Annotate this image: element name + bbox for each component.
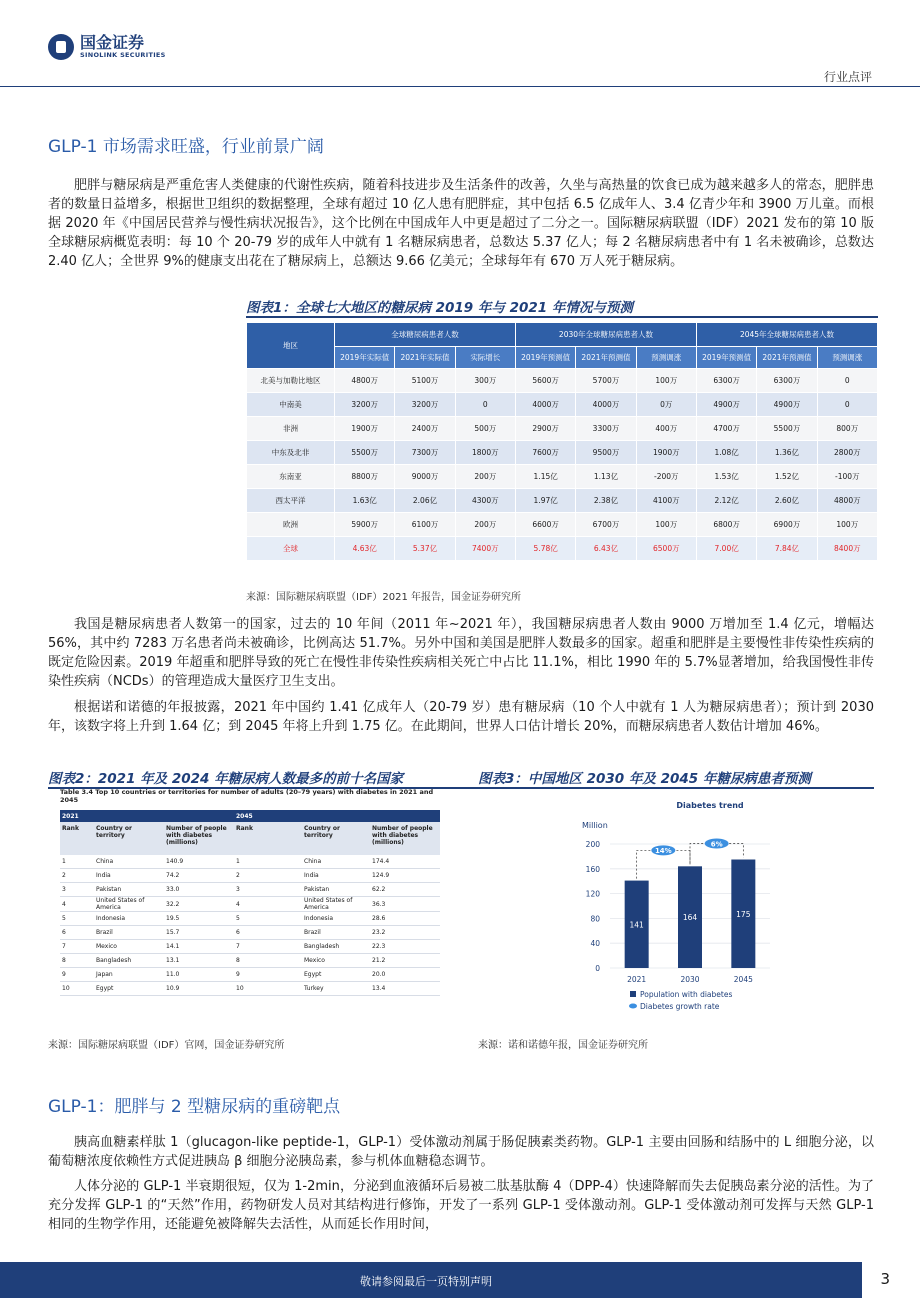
value-cell: 7400万	[455, 537, 515, 561]
value-cell: 4.63亿	[335, 537, 395, 561]
company-logo	[48, 34, 166, 60]
value-cell: 8400万	[817, 537, 877, 561]
value-cell: 6800万	[696, 513, 756, 537]
footer-notice: 敬请参阅最后一页特别声明	[360, 1275, 492, 1288]
rank-cell: 1	[60, 855, 94, 869]
rank-cell: 4	[60, 897, 94, 912]
number-cell: 20.0	[370, 968, 440, 982]
value-cell: -200万	[636, 465, 696, 489]
value-cell: 5900万	[335, 513, 395, 537]
legend-swatch-bars	[630, 991, 636, 997]
number-cell: 14.1	[164, 940, 234, 954]
y-tick-label: 80	[590, 914, 600, 924]
value-cell: 4000万	[576, 393, 636, 417]
number-cell: 140.9	[164, 855, 234, 869]
value-cell: 3300万	[576, 417, 636, 441]
table-row	[60, 855, 440, 869]
table-row	[60, 926, 440, 940]
y-tick-label: 0	[595, 964, 600, 973]
logo-name-cn: 国金证券	[80, 33, 145, 52]
value-cell: 4700万	[696, 417, 756, 441]
country-cell: Japan	[94, 968, 164, 982]
top10-countries-table	[60, 788, 440, 996]
value-cell: 1.52亿	[757, 465, 817, 489]
table-row	[247, 537, 878, 561]
region-cell: 非洲	[247, 417, 335, 441]
table-row	[247, 513, 878, 537]
number-cell: 13.1	[164, 954, 234, 968]
growth-label: 6%	[710, 840, 723, 849]
growth-label: 14%	[654, 847, 672, 856]
number-cell: 28.6	[370, 912, 440, 926]
country-cell: Mexico	[94, 940, 164, 954]
table-row	[247, 489, 878, 513]
number-cell: 74.2	[164, 869, 234, 883]
country-cell: China	[94, 855, 164, 869]
value-cell: 6300万	[757, 369, 817, 393]
value-cell: 6900万	[757, 513, 817, 537]
country-cell: United States of America	[302, 897, 370, 912]
country-cell: Mexico	[302, 954, 370, 968]
rank-cell: 6	[234, 926, 302, 940]
number-cell: 13.4	[370, 982, 440, 996]
value-cell: 400万	[636, 417, 696, 441]
value-cell: 800万	[817, 417, 877, 441]
col-header-number: Number of people with diabetes (millions)	[370, 822, 440, 855]
figure-1-rule	[246, 316, 878, 318]
page-number: 3	[880, 1270, 890, 1288]
value-cell: 0	[817, 393, 877, 417]
value-cell: 5500万	[335, 441, 395, 465]
value-cell: 3200万	[395, 393, 455, 417]
rank-cell: 8	[60, 954, 94, 968]
rank-cell: 6	[60, 926, 94, 940]
table-row	[247, 393, 878, 417]
number-cell: 36.3	[370, 897, 440, 912]
rank-cell: 4	[234, 897, 302, 912]
rank-cell: 10	[234, 982, 302, 996]
value-cell: 1900万	[335, 417, 395, 441]
bar-value-label: 141	[629, 920, 644, 930]
value-cell: 6100万	[395, 513, 455, 537]
value-cell: 3200万	[335, 393, 395, 417]
number-cell: 19.5	[164, 912, 234, 926]
x-tick-label: 2030	[680, 975, 700, 984]
col-header-region: 地区	[247, 323, 335, 369]
value-cell: 4800万	[335, 369, 395, 393]
value-cell: 2400万	[395, 417, 455, 441]
col-header-country: Country or territory	[94, 822, 164, 855]
value-cell: 2.38亿	[576, 489, 636, 513]
country-cell: Egypt	[94, 982, 164, 996]
table-row	[60, 954, 440, 968]
value-cell: 4100万	[636, 489, 696, 513]
value-cell: 300万	[455, 369, 515, 393]
region-cell: 中南美	[247, 393, 335, 417]
figure-1-title: 图表1：全球七大地区的糖尿病 2019 年与 2021 年情况与预测	[246, 300, 633, 316]
paragraph: 我国是糖尿病患者人数第一的国家，过去的 10 年间（2011 年~2021 年），我国糖尿病患者人数由 9000 万增加至 1.4 亿元，增幅达 56%，其中约 7283 万名患者尚未被确诊，比例高达 51.7%。另外中国和美国是肥胖人数最多的国家。超重和肥胖是主要慢性非传染性疾病的既定危险因素。2019 年超重和肥胖导致的死亡在慢性非传染性疾病相关死亡中占比 11.1%，相比 1990 年的 5.7%显著增加，给我国慢性非传染性疾病（NCDs）的管理造成大量医疗卫生支出。	[48, 617, 874, 689]
sub-header: 预测调涨	[817, 347, 877, 369]
number-cell: 22.3	[370, 940, 440, 954]
y-tick-label: 120	[585, 889, 600, 899]
value-cell: 100万	[636, 513, 696, 537]
country-cell: China	[302, 855, 370, 869]
country-cell: Indonesia	[94, 912, 164, 926]
table-caption: Table 3.4 Top 10 countries or territories for number of adults (20–79 years) with diabetes in 2021 and 2045	[60, 788, 434, 804]
value-cell: 100万	[817, 513, 877, 537]
table-row	[60, 968, 440, 982]
sub-header: 2019年预测值	[696, 347, 756, 369]
value-cell: 6.43亿	[576, 537, 636, 561]
rank-cell: 7	[60, 940, 94, 954]
group-header: 2030年全球糖尿病患者人数	[515, 323, 696, 347]
country-cell: Pakistan	[302, 883, 370, 897]
value-cell: 4000万	[515, 393, 575, 417]
table-row	[60, 869, 440, 883]
sub-header: 2019年预测值	[515, 347, 575, 369]
value-cell: 4300万	[455, 489, 515, 513]
rank-cell: 3	[234, 883, 302, 897]
table-row	[60, 982, 440, 996]
rank-cell: 8	[234, 954, 302, 968]
region-cell: 中东及北非	[247, 441, 335, 465]
value-cell: 6700万	[576, 513, 636, 537]
country-cell: Indonesia	[302, 912, 370, 926]
value-cell: 7300万	[395, 441, 455, 465]
section-title: GLP-1：肥胖与 2 型糖尿病的重磅靶点	[48, 1097, 341, 1117]
sub-header: 2019年实际值	[335, 347, 395, 369]
logo-icon	[48, 34, 74, 60]
logo-name-en: SINOLINK SECURITIES	[80, 51, 166, 59]
x-tick-label: 2045	[733, 975, 753, 984]
number-cell: 32.2	[164, 897, 234, 912]
x-tick-label: 2021	[627, 975, 647, 984]
table-row	[247, 369, 878, 393]
value-cell: 0	[455, 393, 515, 417]
number-cell: 21.2	[370, 954, 440, 968]
figure-2-source: 来源：国际糖尿病联盟（IDF）官网，国金证券研究所	[48, 1040, 285, 1051]
rank-cell: 9	[234, 968, 302, 982]
country-cell: United States of America	[94, 897, 164, 912]
number-cell: 174.4	[370, 855, 440, 869]
value-cell: 6300万	[696, 369, 756, 393]
year-header: 2045	[234, 810, 440, 822]
value-cell: 1.63亿	[335, 489, 395, 513]
number-cell: 23.2	[370, 926, 440, 940]
value-cell: 0	[817, 369, 877, 393]
paragraph: 根据诺和诺德的年报披露，2021 年中国约 1.41 亿成年人（20-79 岁）患有糖尿病（10 个人中就有 1 人为糖尿病患者）；预计到 2030 年，该数字将上升到 1.64 亿；到 2045 年将上升到 1.75 亿。在此期间，世界人口估计增长 20%，而糖尿病患者人数估计增加 46%。	[48, 700, 874, 734]
country-cell: India	[94, 869, 164, 883]
rank-cell: 2	[60, 869, 94, 883]
year-header: 2021	[60, 810, 234, 822]
value-cell: 1900万	[636, 441, 696, 465]
value-cell: 2.60亿	[757, 489, 817, 513]
chart-title: Diabetes trend	[676, 801, 744, 810]
bar-value-label: 164	[682, 913, 698, 923]
rank-cell: 9	[60, 968, 94, 982]
region-cell: 全球	[247, 537, 335, 561]
value-cell: 200万	[455, 513, 515, 537]
table-row	[60, 883, 440, 897]
col-header-rank: Rank	[60, 822, 94, 855]
sub-header: 预测调涨	[636, 347, 696, 369]
bar-value-label: 175	[736, 909, 751, 919]
value-cell: 6600万	[515, 513, 575, 537]
value-cell: 200万	[455, 465, 515, 489]
number-cell: 124.9	[370, 869, 440, 883]
rank-cell: 1	[234, 855, 302, 869]
group-header: 2045年全球糖尿病患者人数	[696, 323, 877, 347]
value-cell: 500万	[455, 417, 515, 441]
y-tick-label: 40	[590, 939, 600, 949]
value-cell: 0万	[636, 393, 696, 417]
rank-cell: 5	[234, 912, 302, 926]
diabetes-trend-chart	[560, 796, 860, 1026]
value-cell: 5.37亿	[395, 537, 455, 561]
value-cell: 6500万	[636, 537, 696, 561]
legend-label: Population with diabetes	[640, 990, 733, 999]
country-cell: Turkey	[302, 982, 370, 996]
value-cell: 5600万	[515, 369, 575, 393]
rank-cell: 10	[60, 982, 94, 996]
legend-swatch-growth	[629, 1004, 637, 1009]
col-header-rank: Rank	[234, 822, 302, 855]
figure-2-title: 图表2：2021 年及 2024 年糖尿病人数最多的前十名国家	[48, 771, 404, 787]
value-cell: 2900万	[515, 417, 575, 441]
value-cell: 9000万	[395, 465, 455, 489]
value-cell: 7.00亿	[696, 537, 756, 561]
value-cell: 1800万	[455, 441, 515, 465]
value-cell: 1.53亿	[696, 465, 756, 489]
country-cell: India	[302, 869, 370, 883]
paragraph: 胰高血糖素样肽 1（glucagon-like peptide-1，GLP-1）受体激动剂属于肠促胰素类药物。GLP-1 主要由回肠和结肠中的 L 细胞分泌，以葡萄糖浓度依赖性方式促进胰岛 β 细胞分泌胰岛素，参与机体血糖稳态调节。	[48, 1135, 874, 1169]
sub-header: 2021年实际值	[395, 347, 455, 369]
region-cell: 北美与加勒比地区	[247, 369, 335, 393]
rank-cell: 5	[60, 912, 94, 926]
country-cell: Brazil	[302, 926, 370, 940]
value-cell: 4800万	[817, 489, 877, 513]
report-type: 行业点评	[823, 70, 872, 84]
number-cell: 10.9	[164, 982, 234, 996]
number-cell: 62.2	[370, 883, 440, 897]
table-row	[60, 940, 440, 954]
number-cell: 33.0	[164, 883, 234, 897]
table-row	[247, 465, 878, 489]
sub-header: 2021年预测值	[576, 347, 636, 369]
y-axis-label: Million	[582, 821, 608, 830]
rank-cell: 7	[234, 940, 302, 954]
country-cell: Bangladesh	[94, 954, 164, 968]
value-cell: 4900万	[757, 393, 817, 417]
value-cell: 5700万	[576, 369, 636, 393]
legend-label: Diabetes growth rate	[640, 1002, 720, 1011]
table-row	[247, 441, 878, 465]
value-cell: 1.13亿	[576, 465, 636, 489]
rank-cell: 2	[234, 869, 302, 883]
country-cell: Egypt	[302, 968, 370, 982]
value-cell: 5.78亿	[515, 537, 575, 561]
y-tick-label: 160	[585, 864, 600, 874]
y-tick-label: 200	[585, 840, 600, 849]
col-header-country: Country or territory	[302, 822, 370, 855]
table-row	[60, 897, 440, 912]
value-cell: -100万	[817, 465, 877, 489]
col-header-number: Number of people with diabetes (millions)	[164, 822, 234, 855]
country-cell: Pakistan	[94, 883, 164, 897]
value-cell: 4900万	[696, 393, 756, 417]
region-cell: 西太平洋	[247, 489, 335, 513]
number-cell: 15.7	[164, 926, 234, 940]
figure-1-source: 来源：国际糖尿病联盟（IDF）2021 年报告，国金证券研究所	[246, 592, 522, 603]
value-cell: 5100万	[395, 369, 455, 393]
country-cell: Bangladesh	[302, 940, 370, 954]
value-cell: 1.15亿	[515, 465, 575, 489]
rank-cell: 3	[60, 883, 94, 897]
sub-header: 实际增长	[455, 347, 515, 369]
value-cell: 8800万	[335, 465, 395, 489]
section-title: GLP-1 市场需求旺盛，行业前景广阔	[48, 137, 324, 157]
value-cell: 9500万	[576, 441, 636, 465]
header-divider	[0, 86, 920, 87]
value-cell: 7.84亿	[757, 537, 817, 561]
paragraph: 人体分泌的 GLP-1 半衰期很短，仅为 1-2min，分泌到血液循环后易被二肽基肽酶 4（DPP-4）快速降解而失去促胰岛素分泌的活性。为了充分发挥 GLP-1 的“天然”作用，药物研发人员对其结构进行修饰，开发了一系列 GLP-1 受体激动剂。GLP-1 受体激动剂可发挥与天然 GLP-1 相同的生物学作用，还能避免被降解失去活性，从而延长作用时间，	[48, 1179, 874, 1232]
diabetes-region-table	[246, 322, 878, 561]
paragraph: 肥胖与糖尿病是严重危害人类健康的代谢性疾病，随着科技进步及生活条件的改善，久坐与高热量的饮食已成为越来越多人的常态，肥胖患者的数量日益增多，根据世卫组织的数据整理，全球有超过 10 亿人患有肥胖症，其中包括 6.5 亿成年人、3.4 亿青少年和 3900 万儿童。而根据 2020 年《中国居民营养与慢性病状况报告》，这个比例在中国成年人中更是超过了二分之一。国际糖尿病联盟（IDF）2021 发布的第 10 版全球糖尿病概览表明：每 10 个 20-79 岁的成年人中就有 1 名糖尿病患者，总数达 5.37 亿人；每 2 名糖尿病患者中有 1 名未被确诊，总数达 2.40 亿人；全世界 9%的健康支出花在了糖尿病上，总额达 9.66 亿美元；全球每年有 670 万人死于糖尿病。	[48, 178, 874, 269]
table-row	[247, 417, 878, 441]
table-row	[60, 912, 440, 926]
sub-header: 2021年预测值	[757, 347, 817, 369]
country-cell: Brazil	[94, 926, 164, 940]
value-cell: 1.36亿	[757, 441, 817, 465]
value-cell: 7600万	[515, 441, 575, 465]
value-cell: 5500万	[757, 417, 817, 441]
value-cell: 1.97亿	[515, 489, 575, 513]
region-cell: 东南亚	[247, 465, 335, 489]
figure-3-title: 图表3：中国地区 2030 年及 2045 年糖尿病患者预测	[478, 771, 811, 787]
value-cell: 100万	[636, 369, 696, 393]
region-cell: 欧洲	[247, 513, 335, 537]
value-cell: 2800万	[817, 441, 877, 465]
value-cell: 2.12亿	[696, 489, 756, 513]
value-cell: 1.08亿	[696, 441, 756, 465]
value-cell: 2.06亿	[395, 489, 455, 513]
figure-3-source: 来源：诺和诺德年报，国金证券研究所	[478, 1040, 648, 1051]
group-header: 全球糖尿病患者人数	[335, 323, 516, 347]
number-cell: 11.0	[164, 968, 234, 982]
